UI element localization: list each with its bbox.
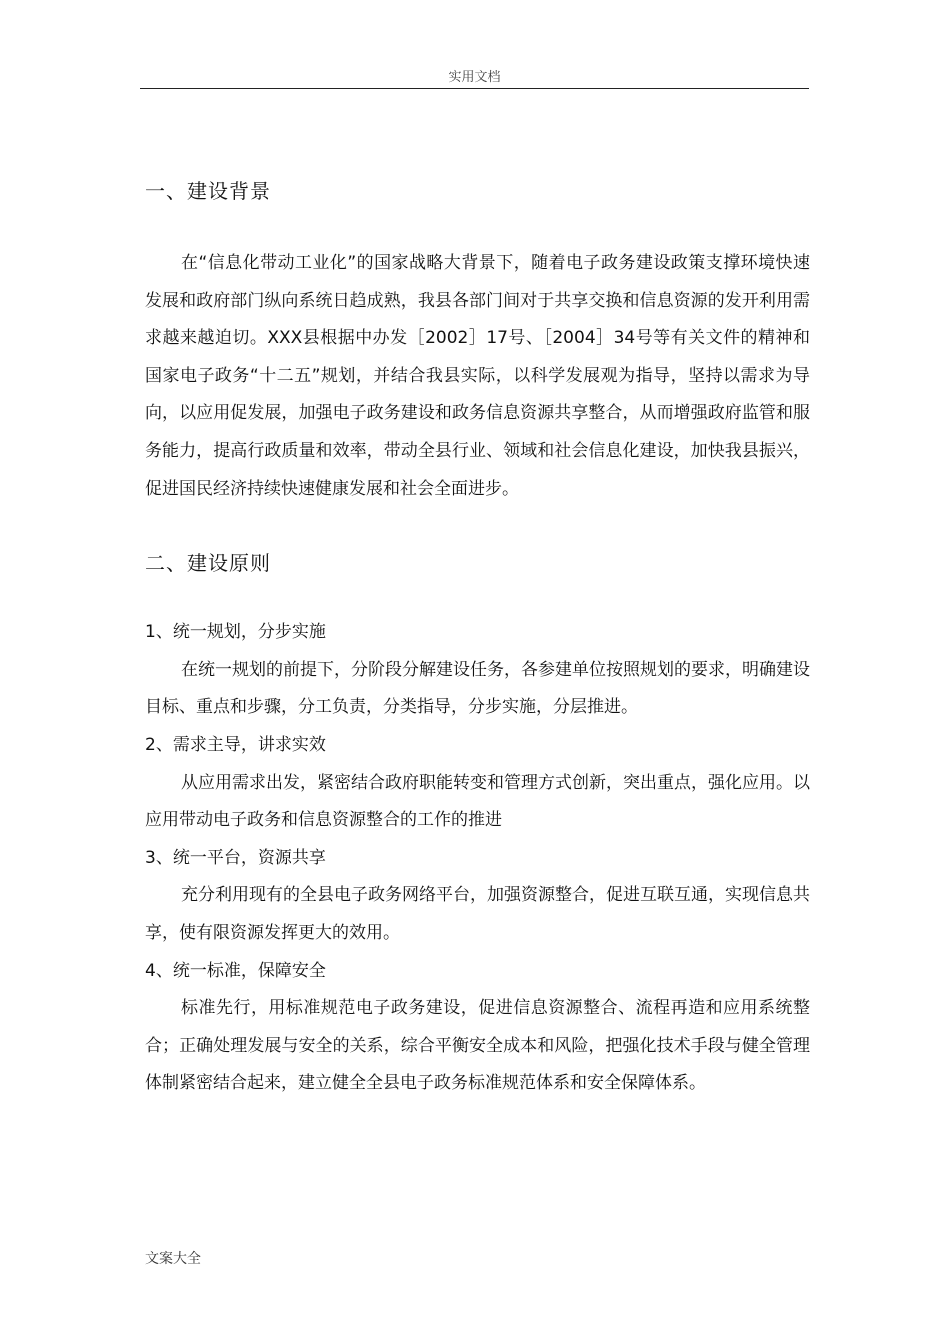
- header-rule: [140, 88, 809, 89]
- spacer: [145, 584, 810, 614]
- principle-heading-1: 1、统一规划，分步实施: [145, 622, 326, 643]
- spacer: [145, 212, 810, 245]
- section-title-background: 一、建设背景: [145, 179, 271, 203]
- document-body: [145, 170, 810, 1103]
- principle-heading-4: 4、统一标准，保障安全: [145, 960, 326, 981]
- principle-heading-2: 2、需求主导，讲求实效: [145, 734, 326, 755]
- page-footer: 文案大全: [145, 1251, 201, 1267]
- spacer: [145, 508, 810, 542]
- header-text: 实用文档: [448, 70, 501, 85]
- principle-text-4: 标准先行，用标准规范电子政务建设，促进信息资源整合、流程再造和应用系统整合；正确处理发展与安全的关系，综合平衡安全成本和风险，把强化技术手段与健全管理体制紧密结合起来，建立健全全县电子政务标准规范体系和安全保障体系。: [145, 998, 810, 1094]
- background-paragraph: 在“信息化带动工业化”的国家战略大背景下，随着电子政务建设政策支撑环境快速发展和政府部门纵向系统日趋成熟，我县各部门间对于共享交换和信息资源的发开利用需求越来越迫切。XXX县根据中办发［2002］17号、［2004］34号等有关文件的精神和国家电子政务“十二五”规划，并结合我县实际，以科学发展观为指导，坚持以需求为导向，以应用促发展，加强电子政务建设和政务信息资源共享整合，从而增强政府监管和服务能力，提高行政质量和效率，带动全县行业、领域和社会信息化建设，加快我县振兴，促进国民经济持续快速健康发展和社会全面进步。: [145, 253, 810, 499]
- principle-text-1: 在统一规划的前提下，分阶段分解建设任务，各参建单位按照规划的要求，明确建设目标、重点和步骤，分工负责，分类指导，分步实施，分层推进。: [145, 659, 810, 718]
- principle-heading-3: 3、统一平台，资源共享: [145, 847, 326, 868]
- principle-text-3: 充分利用现有的全县电子政务网络平台，加强资源整合，促进互联互通，实现信息共享，使有限资源发挥更大的效用。: [145, 885, 810, 943]
- page-header: [140, 70, 809, 90]
- section-title-principles: 二、建设原则: [145, 551, 271, 576]
- principle-text-2: 从应用需求出发，紧密结合政府职能转变和管理方式创新，突出重点，强化应用。以应用带动电子政务和信息资源整合的工作的推进: [145, 772, 810, 831]
